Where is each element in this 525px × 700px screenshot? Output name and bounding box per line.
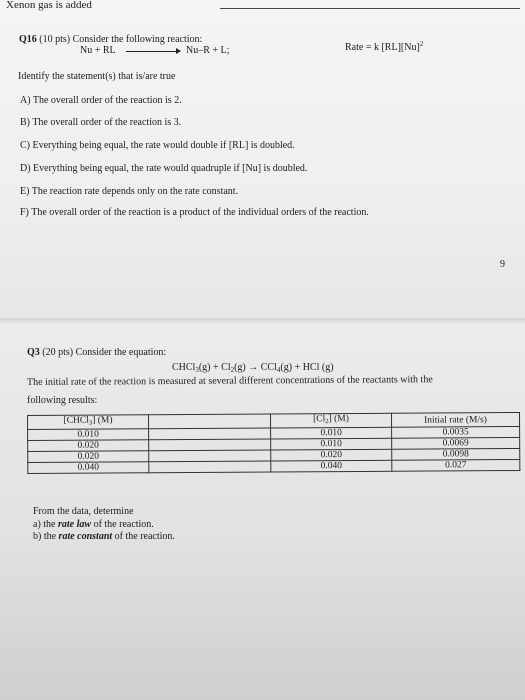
h1-text: [CHCl (63, 415, 89, 426)
header-cl2 (270, 413, 391, 428)
cell-cl2: 0.020 (271, 449, 392, 461)
part-b-prefix: b) the (33, 531, 59, 542)
part-b-emphasis: rate constant (58, 531, 113, 542)
eq-sub-4: 4 (276, 366, 281, 374)
q16-reaction-left: Nu + RL (80, 45, 116, 56)
q3-equation (172, 362, 334, 374)
header-empty-gap (149, 414, 271, 429)
cell-gap (149, 428, 271, 440)
cell-cl2: 0.010 (271, 438, 392, 450)
eq-part-2: (g) (234, 362, 246, 373)
q16-prompt: Identify the statement(s) that is/are true (18, 71, 176, 82)
q16-reaction-right: Nu–R + L; (186, 45, 230, 56)
q3-part-b (33, 531, 175, 542)
eq-ccl: CCl (260, 362, 277, 373)
q3-points: (20 pts) Consider the equation: (42, 347, 167, 358)
q3-title: Q3 (27, 347, 40, 358)
q16-option-f: F) The overall order of the reaction is a product of the individual orders of the reaction. (20, 207, 369, 218)
q16-rate-exponent: 2 (419, 40, 424, 48)
h2-tail: ] (M) (328, 414, 349, 425)
q16-option-c: C) Everything being equal, the rate would double if [RL] is doubled. (20, 140, 295, 151)
cell-rate: 0.0098 (392, 448, 520, 460)
eq-arrow: → (245, 362, 261, 373)
q3-intro-line-2: following results: (27, 395, 98, 406)
q16-option-e: E) The reaction rate depends only on the rate constant. (20, 186, 239, 197)
h1-tail: ] (M) (92, 415, 113, 426)
table-row (28, 459, 520, 473)
part-b-suffix: of the reaction. (112, 531, 175, 542)
q3-intro-line-1: The initial rate of the reaction is measured at several different concentrations of the reactants with the (26, 374, 433, 388)
q16-title: Q16 (19, 34, 37, 45)
page-fold-shadow (0, 318, 525, 324)
cell-rate: 0.0069 (392, 437, 520, 449)
cell-gap (149, 439, 271, 451)
header-rule (220, 8, 520, 9)
cell-gap (149, 450, 271, 462)
part-a-suffix: of the reaction. (91, 519, 154, 530)
cell-cl2: 0.040 (271, 460, 392, 472)
q3-part-a (33, 519, 154, 530)
header-chcl3 (28, 415, 149, 430)
cell-cl2: 0.010 (271, 427, 392, 439)
data-table (27, 412, 520, 474)
cell-rate: 0.0035 (392, 426, 520, 438)
q3-determine: From the data, determine (33, 506, 134, 517)
q3-heading (27, 347, 166, 358)
q16-option-d: D) Everything being equal, the rate would quadruple if [Nu] is doubled. (20, 163, 308, 174)
eq-chcl: CHCl (172, 362, 196, 373)
h1-sub: 3 (88, 419, 93, 427)
cell-chcl3: 0.010 (28, 429, 149, 441)
q16-option-a: A) The overall order of the reaction is 2. (20, 95, 182, 106)
q16-points: (10 pts) Consider the following reaction: (39, 34, 203, 45)
h2-sub: 2 (325, 418, 329, 426)
eq-part-1: (g) + Cl (198, 362, 231, 373)
part-a-emphasis: rate law (58, 519, 92, 530)
eq-sub-2: 2 (230, 366, 235, 374)
cell-chcl3: 0.040 (28, 462, 149, 474)
q16-option-b: B) The overall order of the reaction is 3. (20, 117, 182, 128)
cell-chcl3: 0.020 (28, 440, 149, 452)
h2-text: [Cl (313, 414, 326, 425)
part-a-prefix: a) the (33, 519, 58, 530)
eq-sub-3: 3 (195, 366, 199, 374)
cell-rate: 0.027 (392, 459, 520, 471)
reaction-arrow (126, 51, 180, 52)
cell-gap (149, 461, 271, 473)
q16-heading (19, 34, 202, 45)
header-text: Xenon gas is added (6, 0, 92, 11)
cell-chcl3: 0.020 (28, 451, 149, 463)
page-number: 9 (500, 259, 505, 270)
page-top-sheet (0, 0, 525, 322)
q16-rate-law (345, 40, 423, 53)
q16-rate-text: Rate = k [RL][Nu] (345, 42, 420, 53)
header-rate: Initial rate (M/s) (391, 412, 519, 427)
eq-tail: (g) + HCl (g) (280, 362, 334, 373)
